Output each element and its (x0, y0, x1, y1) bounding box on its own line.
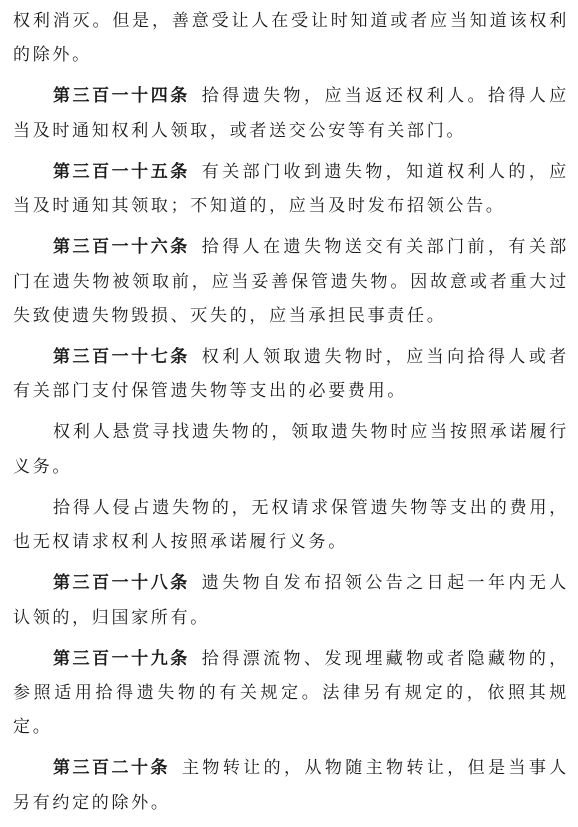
paragraph-text: 权利人悬赏寻找遗失物的，领取遗失物时应当按照承诺履行义务。 (13, 422, 569, 477)
article-number: 第三百一十五条 (53, 161, 190, 182)
paragraph-reward (13, 415, 569, 484)
article-number: 第三百一十七条 (53, 347, 190, 368)
article-text: 主物转让的，从物随主物转让，但是当事人另有约定的除外。 (13, 758, 569, 813)
paragraph-misappropriation (13, 491, 569, 560)
article-318 (13, 566, 569, 635)
article-320 (13, 751, 569, 820)
article-text: 拾得人在遗失物送交有关部门前，有关部门在遗失物被领取前，应当妥善保管遗失物。因故意或者重大过失致使遗失物毁损、灭失的，应当承担民事责任。 (13, 237, 569, 327)
document-page (13, 4, 569, 827)
article-text: 拾得漂流物、发现埋藏物或者隐藏物的，参照适用拾得遗失物的有关规定。法律另有规定的，依照其规定。 (13, 648, 569, 738)
article-number: 第三百一十四条 (53, 86, 190, 107)
article-text: 遗失物自发布招领公告之日起一年内无人认领的，归国家所有。 (13, 573, 569, 628)
article-319 (13, 642, 569, 745)
paragraph-text: 拾得人侵占遗失物的，无权请求保管遗失物等支出的费用，也无权请求权利人按照承诺履行义务。 (13, 497, 569, 553)
article-317 (13, 340, 569, 409)
article-text: 有关部门收到遗失物，知道权利人的，应当及时通知其领取；不知道的，应当及时发布招领公告。 (13, 161, 569, 217)
article-number: 第三百二十条 (53, 758, 171, 779)
paragraph-text: 权利消灭。但是，善意受让人在受让时知道或者应当知道该权利的除外。 (13, 11, 569, 66)
article-text: 权利人领取遗失物时，应当向拾得人或者有关部门支付保管遗失物等支出的必要费用。 (13, 347, 569, 402)
article-number: 第三百一十九条 (53, 648, 190, 669)
article-number: 第三百一十八条 (53, 573, 190, 594)
article-text: 拾得遗失物，应当返还权利人。拾得人应当及时通知权利人领取，或者送交公安等有关部门。 (13, 86, 569, 141)
article-number: 第三百一十六条 (53, 237, 190, 258)
article-315 (13, 155, 569, 224)
paragraph-continuation (13, 4, 569, 73)
article-316 (13, 230, 569, 333)
article-314 (13, 79, 569, 148)
